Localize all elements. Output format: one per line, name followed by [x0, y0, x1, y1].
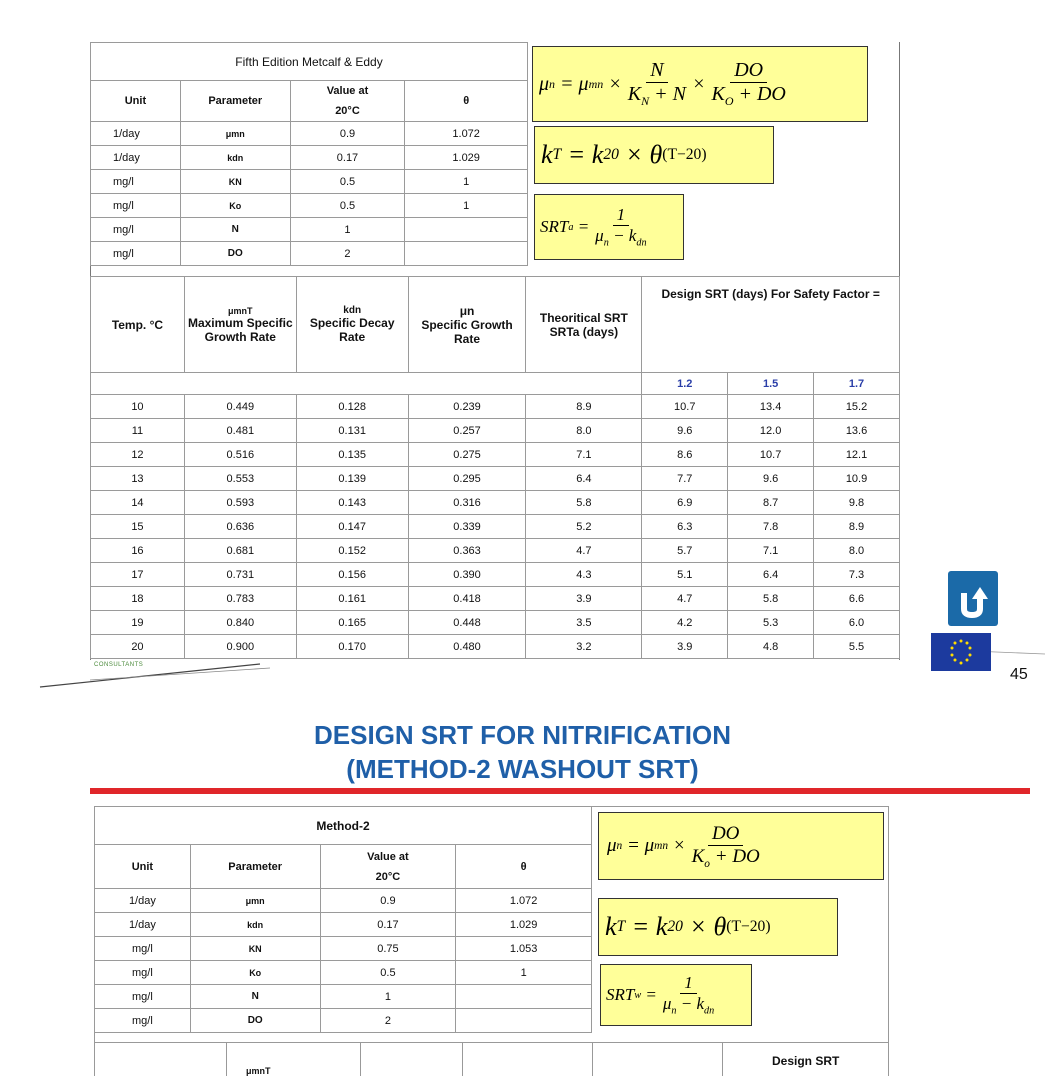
partial-divider — [592, 1042, 593, 1076]
table-row: 16 0.681 0.152 0.363 4.7 5.7 7.1 8.0 — [91, 539, 900, 563]
logo-text: CONSULTANTS — [94, 662, 144, 668]
value-header: Value at 20°C — [320, 845, 456, 889]
section-subtitle: (METHOD-2 WASHOUT SRT) — [346, 754, 699, 784]
partial-divider — [722, 1042, 723, 1076]
theta-header: θ — [405, 81, 528, 122]
param-row: mg/l DO 2 — [91, 242, 528, 266]
bottom-params-table — [94, 806, 592, 1033]
param-row: mg/l KN 0.5 1 — [91, 170, 528, 194]
mun-header: μn Specific Growth Rate — [408, 277, 526, 373]
theta-header: θ — [456, 845, 592, 889]
param-row: 1/day kdn 0.17 1.029 — [95, 913, 592, 937]
param-row: 1/day kdn 0.17 1.029 — [91, 146, 528, 170]
temp-header: Temp. °C — [91, 277, 185, 373]
table-row: 11 0.481 0.131 0.257 8.0 9.6 12.0 13.6 — [91, 419, 900, 443]
growth-rate-formula-method2: μ n = μ mn × $\frac{DO}{K_o + DO}$ — [598, 812, 884, 880]
unit-header: Unit — [95, 845, 191, 889]
page-number: 45 — [1010, 666, 1028, 683]
kdn-header: kdn Specific Decay Rate — [296, 277, 408, 373]
param-row: mg/l Ko 0.5 1 — [91, 194, 528, 218]
footer-swoosh — [30, 650, 1045, 695]
design-srt-header: Design SRT (days) For Safety Factor = — [642, 277, 900, 373]
top-params-table — [90, 42, 528, 266]
param-row: mg/l N 1 — [91, 218, 528, 242]
mumnt-header: μmnT Maximum Specific Growth Rate — [184, 277, 296, 373]
growth-rate-formula: μ n = μ mn × $\frac{N}{K_N + N}$ × $\frac{DO}{K_O + DO}$ — [532, 46, 868, 122]
srt-results-table — [90, 276, 900, 659]
section-title: DESIGN SRT FOR NITRIFICATION — [314, 720, 731, 750]
table-row: 18 0.783 0.161 0.418 3.9 4.7 5.8 6.6 — [91, 587, 900, 611]
partial-divider — [462, 1042, 463, 1076]
parameter-header: Parameter — [180, 81, 290, 122]
title-rule — [90, 788, 1030, 794]
table-row: 13 0.553 0.139 0.295 6.4 7.7 9.6 10.9 — [91, 467, 900, 491]
safety-factor: 1.7 — [814, 373, 900, 395]
table-row: 14 0.593 0.143 0.316 5.8 6.9 8.7 9.8 — [91, 491, 900, 515]
param-row: 1/day μmn 0.9 1.072 — [91, 122, 528, 146]
value-header: Value at 20°C — [290, 81, 405, 122]
srt-formula: SRT a = $\frac{1}{\mu_n - k_{dn}}$ — [534, 194, 684, 260]
safety-factor: 1.2 — [642, 373, 728, 395]
table-row: 10 0.449 0.128 0.239 8.9 10.7 13.4 15.2 — [91, 395, 900, 419]
table-row: 19 0.840 0.165 0.448 3.5 4.2 5.3 6.0 — [91, 611, 900, 635]
param-row: mg/l DO 2 — [95, 1009, 592, 1033]
up-arrow-icon[interactable] — [948, 571, 998, 626]
eu-flag-icon — [931, 633, 991, 671]
param-row: mg/l Ko 0.5 1 — [95, 961, 592, 985]
param-row: mg/l N 1 — [95, 985, 592, 1009]
partial-table-top — [94, 1042, 889, 1076]
table-row: 20 0.900 0.170 0.480 3.2 3.9 4.8 5.5 — [91, 635, 900, 659]
partial-divider — [360, 1042, 361, 1076]
partial-mumnt-symbol: μmnT — [246, 1066, 271, 1076]
param-row: 1/day μmn 0.9 1.072 — [95, 889, 592, 913]
parameter-header: Parameter — [190, 845, 320, 889]
source-label: Fifth Edition Metcalf & Eddy — [91, 43, 528, 81]
table-row: 15 0.636 0.147 0.339 5.2 6.3 7.8 8.9 — [91, 515, 900, 539]
design-srt-partial-header: Design SRT — [772, 1054, 840, 1068]
temperature-correction-formula: k T = k 20 × θ (T−20) — [534, 126, 774, 184]
theoretical-srt-header: Theoritical SRT SRTa (days) — [526, 277, 642, 373]
partial-divider — [226, 1042, 227, 1076]
param-row: mg/l KN 0.75 1.053 — [95, 937, 592, 961]
washout-srt-formula: SRT w = $\frac{1}{\mu_n - k_{dn}}$ — [600, 964, 752, 1026]
unit-header: Unit — [91, 81, 181, 122]
table-row: 17 0.731 0.156 0.390 4.3 5.1 6.4 7.3 — [91, 563, 900, 587]
temperature-correction-formula-method2: k T = k 20 × θ (T−20) — [598, 898, 838, 956]
method-label: Method-2 — [95, 807, 592, 845]
safety-factor: 1.5 — [728, 373, 814, 395]
table-row: 12 0.516 0.135 0.275 7.1 8.6 10.7 12.1 — [91, 443, 900, 467]
